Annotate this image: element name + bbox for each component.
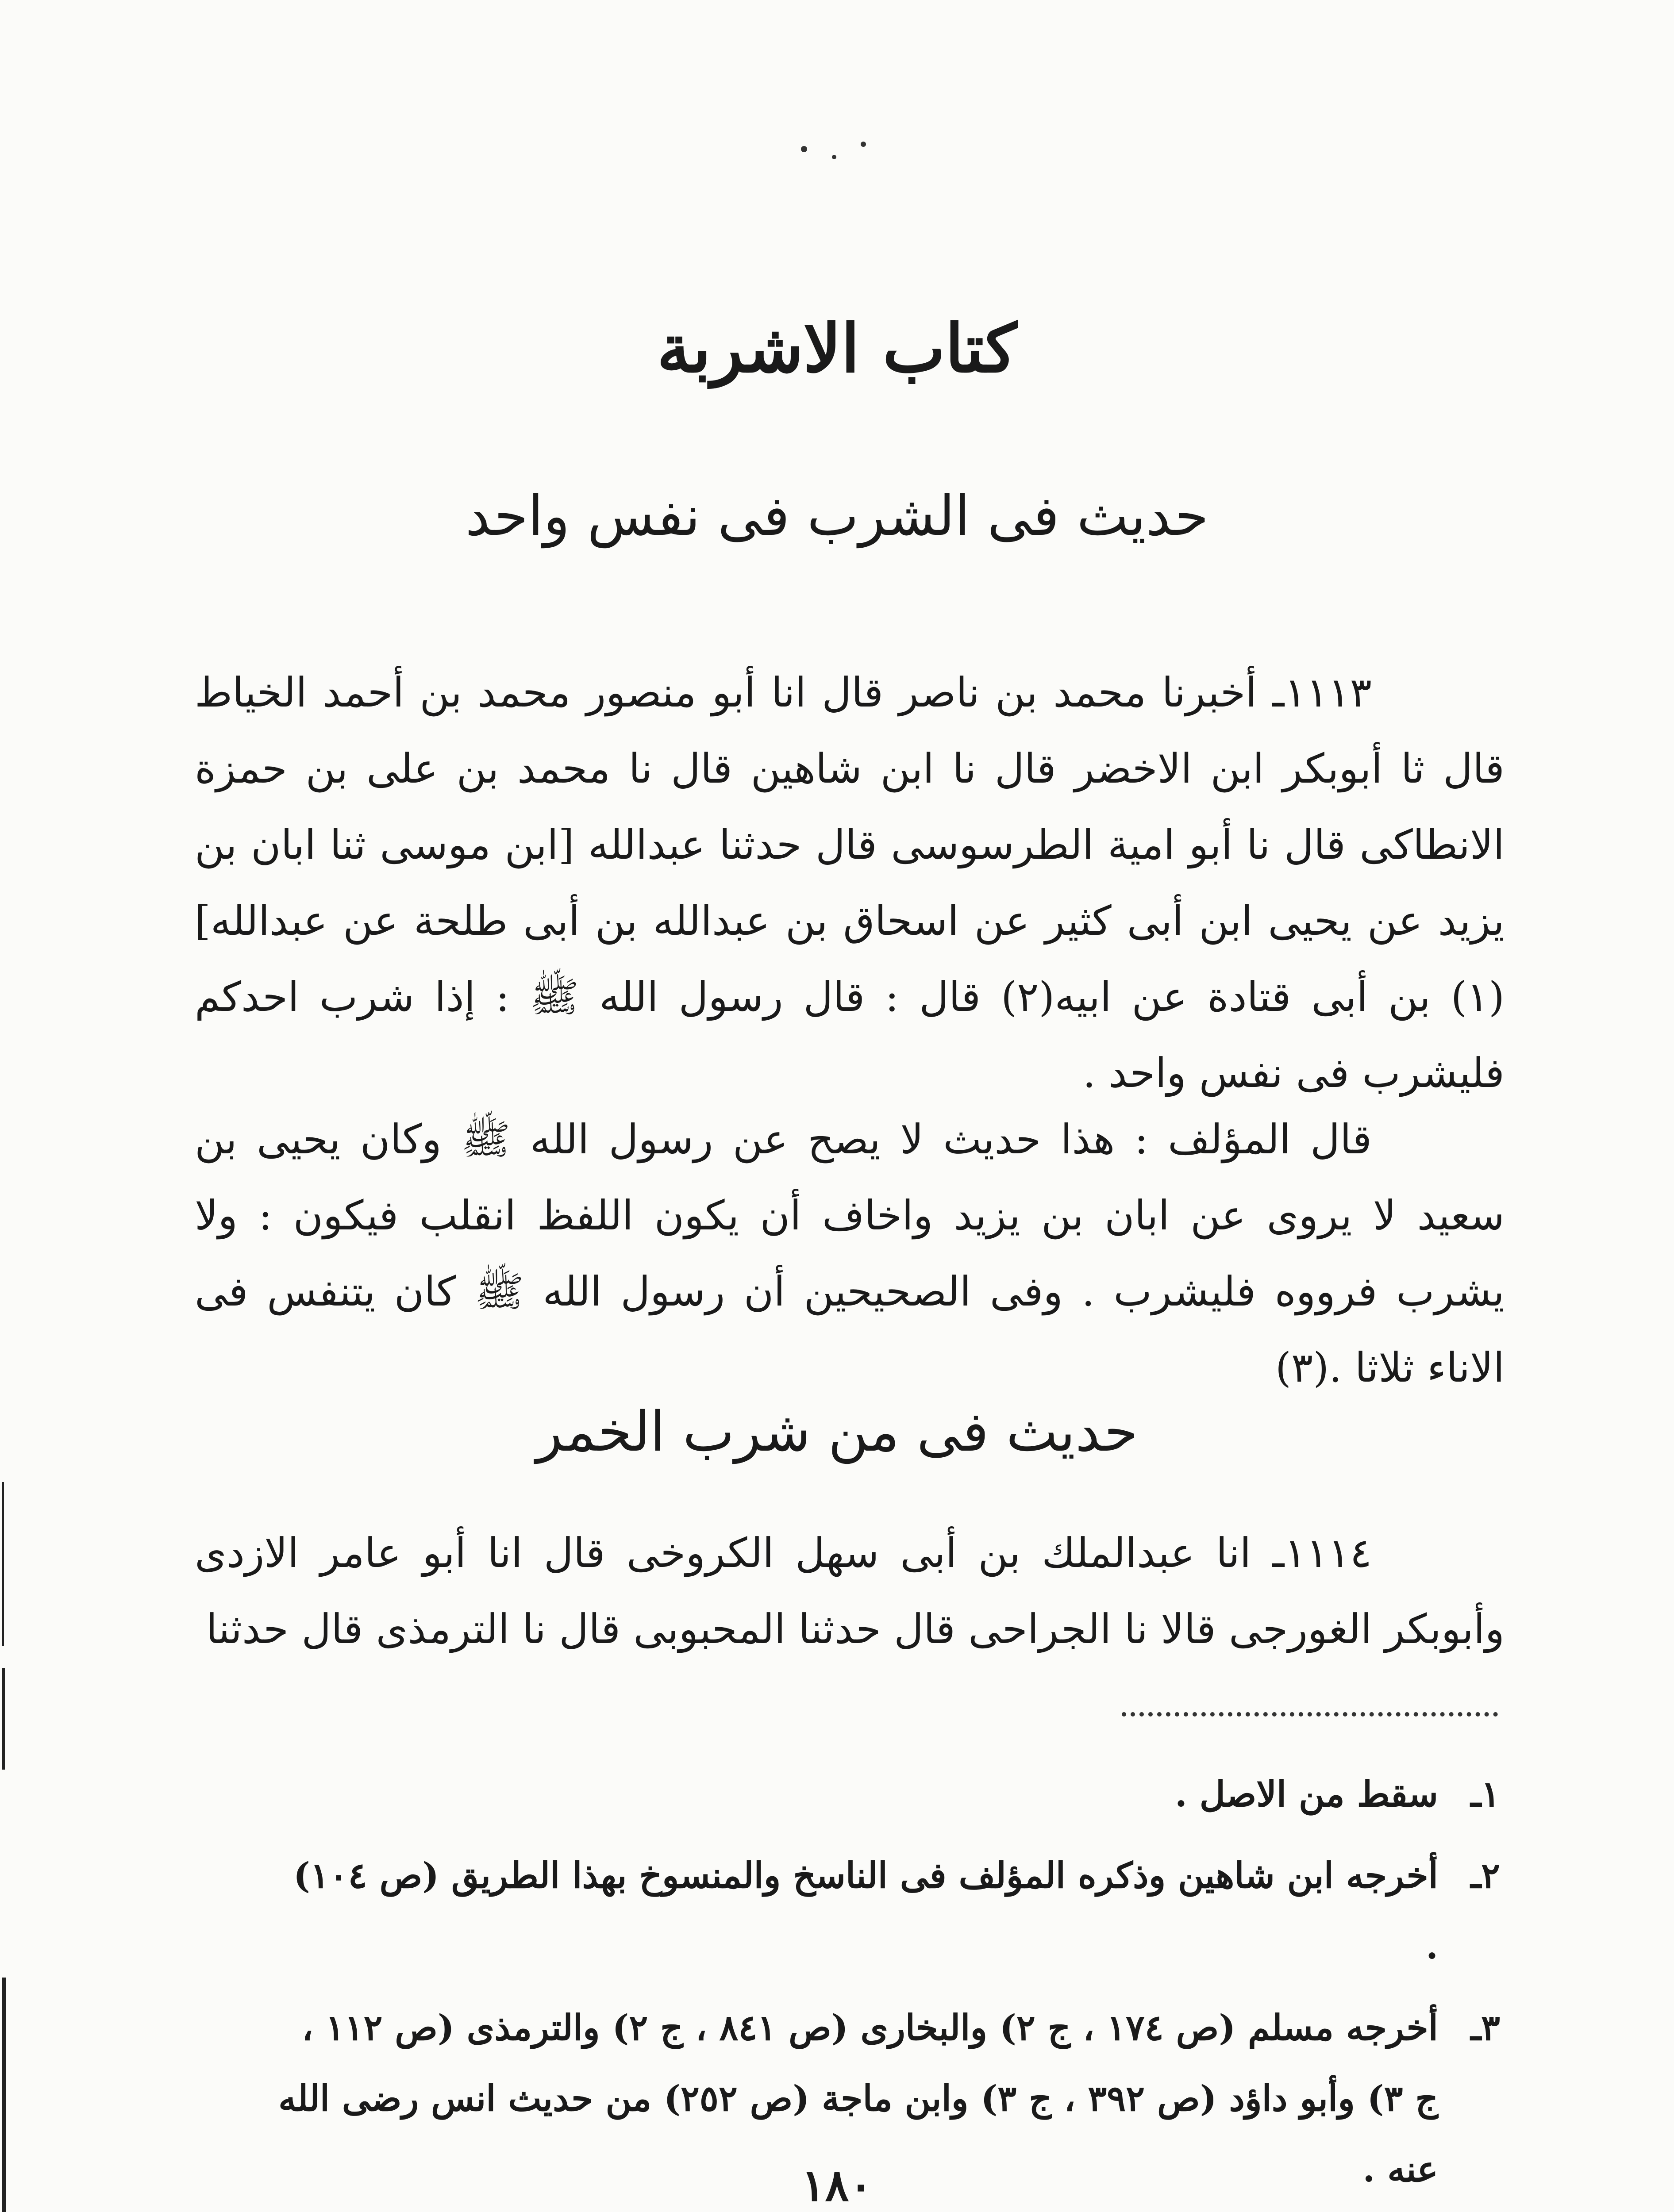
commentary-paragraph [195,1102,1505,1406]
page-number: ١٨٠ [801,2159,873,2211]
section-title: حديث فى من شرب الخمر [536,1400,1138,1464]
book-title: كتاب الاشربة [657,310,1017,388]
commentary-text: قال المؤلف : هذا حديث لا يصح عن رسول الله ﷺ وكان يحيى بن سعيد لا يروى عن ابان بن يزيد واخاف أن يكون اللفظ انقلب فيكون : ولا يشرب فرووه فليشرب . وفى الصحيحين أن رسول الله ﷺ كان يتنفس فى الاناء ثلاثا .(٣) [195,1116,1505,1391]
footnote-number: ٣ـ [1470,2007,1500,2048]
footnote-separator [1122,1712,1498,1717]
footnote-text: أخرجه ابن شاهين وذكره المؤلف فى الناسخ والمنسوخ بهذا الطريق (ص ١٠٤) . [293,1855,1438,1967]
scan-margin-line [2,1668,5,1770]
footnotes [274,1759,1500,2212]
footnote [274,1759,1500,1829]
section-title: حديث فى الشرب فى نفس واحد [465,484,1209,548]
scan-speck [861,142,866,147]
footnote-number: ١ـ [1470,1773,1500,1815]
footnote-number: ٢ـ [1470,1855,1500,1896]
hadith-text: ١١١٣ـ أخبرنا محمد بن ناصر قال انا أبو منصور محمد بن أحمد الخياط قال ثا أبوبكر ابن الاخضر قال نا ابن شاهين قال نا محمد بن على بن حمزة الانطاكى قال نا أبو امية الطرسوسى قال حدثنا عبدالله [ابن موسى ثنا ابان بن يزيد عن يحيى ابن أبى كثير عن اسحاق بن عبدالله بن أبى طلحة عن عبدالله](١) بن أبى قتادة عن ابيه(٢) قال : قال رسول الله ﷺ : إذا شرب احدكم فليشرب فى نفس واحد . [195,669,1505,1097]
scan-speck [832,155,836,159]
footnote-text: سقط من الاصل . [1175,1773,1438,1815]
hadith-paragraph [195,1515,1505,1667]
scan-margin-line [2,1482,4,1646]
hadith-paragraph [195,655,1505,1111]
footnote [274,1840,1500,1982]
hadith-text: ١١١٤ـ انا عبدالملك بن أبى سهل الكروخى قال انا أبو عامر الازدى وأبوبكر الغورجى قالا نا الجراحى قال حدثنا المحبوبى قال نا الترمذى قال حدثنا [195,1529,1505,1653]
scan-speck [801,146,807,152]
footnote-text: أخرجه مسلم (ص ١٧٤ ، ج ٢) والبخارى (ص ٨٤١ ، ج ٢) والترمذى (ص ١١٢ ، ج ٣) وأبو داؤد (ص ٣٩٢ ، ج ٣) وابن ماجة (ص ٢٥٢) من حديث انس رضى الله عنه . [278,2007,1438,2190]
